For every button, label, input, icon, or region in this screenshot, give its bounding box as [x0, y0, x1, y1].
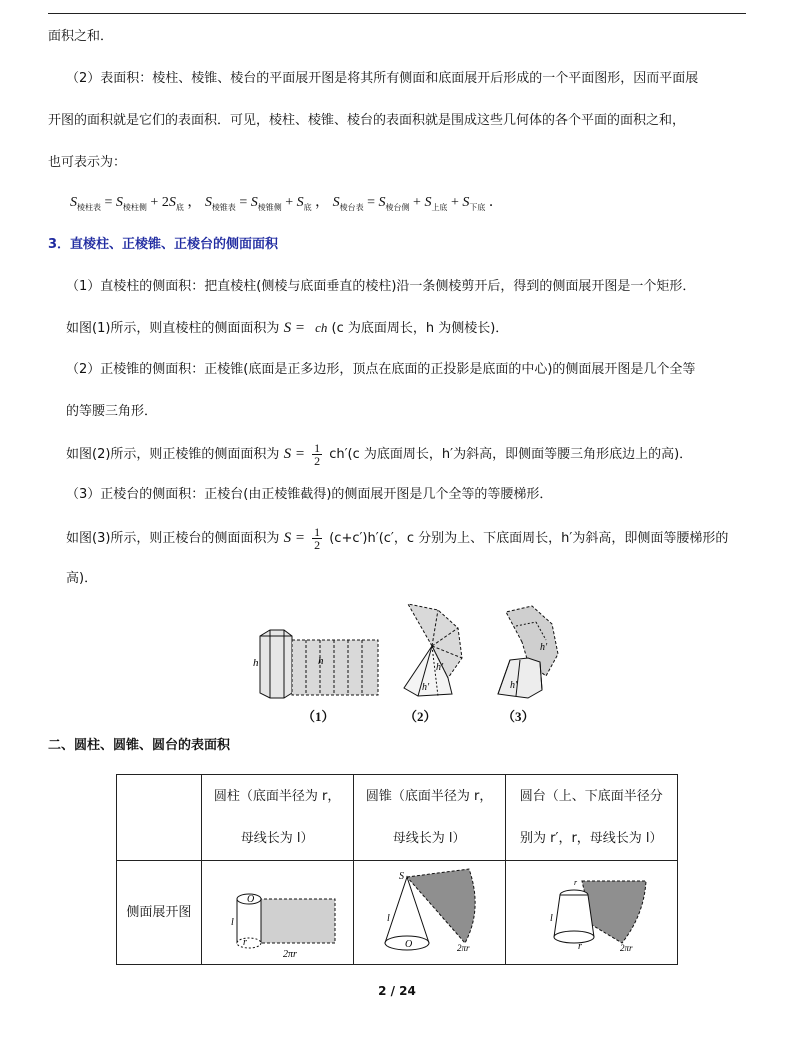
frustum-unfolding-diagram [498, 606, 558, 698]
cone-diagram-cell [353, 861, 505, 965]
cone-circumference-label: 2πr [457, 942, 470, 953]
prism-pyramid-frustum-figure [240, 598, 570, 708]
cylinder-generatrix-label: l [231, 916, 234, 928]
text-line: 如图(2)所示，则正棱锥的侧面面积为 S = $\frac{1}{2}$ ch′(c 为底面周长，h′为斜高，即侧面等腰三角形底边上的高)． [66, 441, 693, 468]
frustum-generatrix-label: l [550, 912, 554, 924]
frustum-diagram-cell [505, 861, 677, 965]
pyramid-slant-label: h′ [436, 662, 444, 673]
pyramid-height-label: h′ [422, 682, 430, 693]
cylinder-center-label: O [247, 893, 255, 905]
fraction-half: $\frac{1}{2}$ [314, 525, 321, 552]
cylinder-net-diagram [207, 865, 347, 961]
surface-area-formula: $S_{棱柱表} = S_{棱柱侧} + 2S_底$ ， $S_{棱锥表} = S_{棱锥侧} + S_底$ ， $S_{棱台表} = S_{棱台侧} + S_{上底} + S_{下底}$ ． [70, 195, 503, 212]
cylinder-diagram-cell [201, 861, 353, 965]
table-header-frustum: 圆台（上、下底面半径分 别为 r′，r，母线长为 l） [505, 775, 677, 861]
frustum-bottom-radius-label: r [578, 940, 583, 952]
cylinder-radius-label: r [243, 936, 248, 948]
text-line: （2）正棱锥的侧面积：正棱锥(底面是正多边形，顶点在底面的正投影是底面的中心)的侧面展开图是几个全等 [66, 362, 696, 377]
figure-label-3: （3） [502, 709, 535, 724]
surface-area-table [116, 774, 678, 965]
text-line: 开图的面积就是它们的表面积．可见，棱柱、棱锥、棱台的表面积就是围成这些几何体的各个平面的面积之和， [48, 113, 686, 128]
table-header-cylinder: 圆柱（底面半径为 r， 母线长为 l） [201, 775, 353, 861]
text-line: 也可表示为： [48, 155, 127, 170]
section-heading: 二、圆柱、圆锥、圆台的表面积 [48, 738, 231, 753]
figure-label-1: （1） [302, 709, 335, 724]
pyramid-unfolding-diagram [404, 604, 462, 696]
cone-net-diagram [359, 865, 499, 961]
header-rule [48, 13, 746, 14]
frustum-top-radius-label: r [574, 877, 578, 887]
table-header-cone: 圆锥（底面半径为 r， 母线长为 l） [353, 775, 505, 861]
text-line: 如图(3)所示，则正棱台的侧面面积为 S = $\frac{1}{2}$ (c+c′)h′(c′，c 分别为上、下底面周长，h′为斜高，即侧面等腰梯形的 [66, 525, 729, 552]
prism-unfolded-height-label: h [318, 655, 324, 667]
text-line: 面积之和． [48, 29, 114, 44]
frustum-slant-label: h′ [540, 642, 548, 653]
text-line: （3）正棱台的侧面积：正棱台(由正棱锥截得)的侧面展开图是几个全等的等腰梯形． [66, 487, 553, 502]
table-row-label: 侧面展开图 [117, 861, 202, 965]
text-line: （1）直棱柱的侧面积：把直棱柱(侧棱与底面垂直的棱柱)沿一条侧棱剪开后，得到的侧面展开图是一个矩形． [66, 279, 696, 294]
text-line: 的等腰三角形． [66, 404, 158, 419]
page-number: 2 / 24 [378, 984, 416, 998]
cone-generatrix-label: l [387, 912, 390, 924]
fraction-half: $\frac{1}{2}$ [314, 441, 321, 468]
prism-height-label: h [253, 657, 259, 669]
cone-apex-label: S [399, 870, 405, 882]
frustum-circumference-label: 2πr [620, 942, 633, 953]
text-line: 高)． [66, 571, 98, 586]
frustum-net-diagram [516, 865, 666, 961]
frustum-height-label: h′ [510, 680, 518, 691]
figure-label-2: （2） [404, 709, 437, 724]
text-line: （2）表面积：棱柱、棱锥、棱台的平面展开图是将其所有侧面和底面展开后形成的一个平面图形，因而平面展 [66, 71, 699, 86]
section-heading: 3．直棱柱、正棱锥、正棱台的侧面面积 [48, 237, 279, 252]
cone-center-label: O [405, 938, 413, 950]
text-line: 如图(1)所示，则直棱柱的侧面面积为 S = ch (c 为底面周长，h 为侧棱长)． [66, 320, 509, 336]
cylinder-circumference-label: 2πr [283, 948, 298, 960]
table-corner-cell [117, 775, 202, 861]
